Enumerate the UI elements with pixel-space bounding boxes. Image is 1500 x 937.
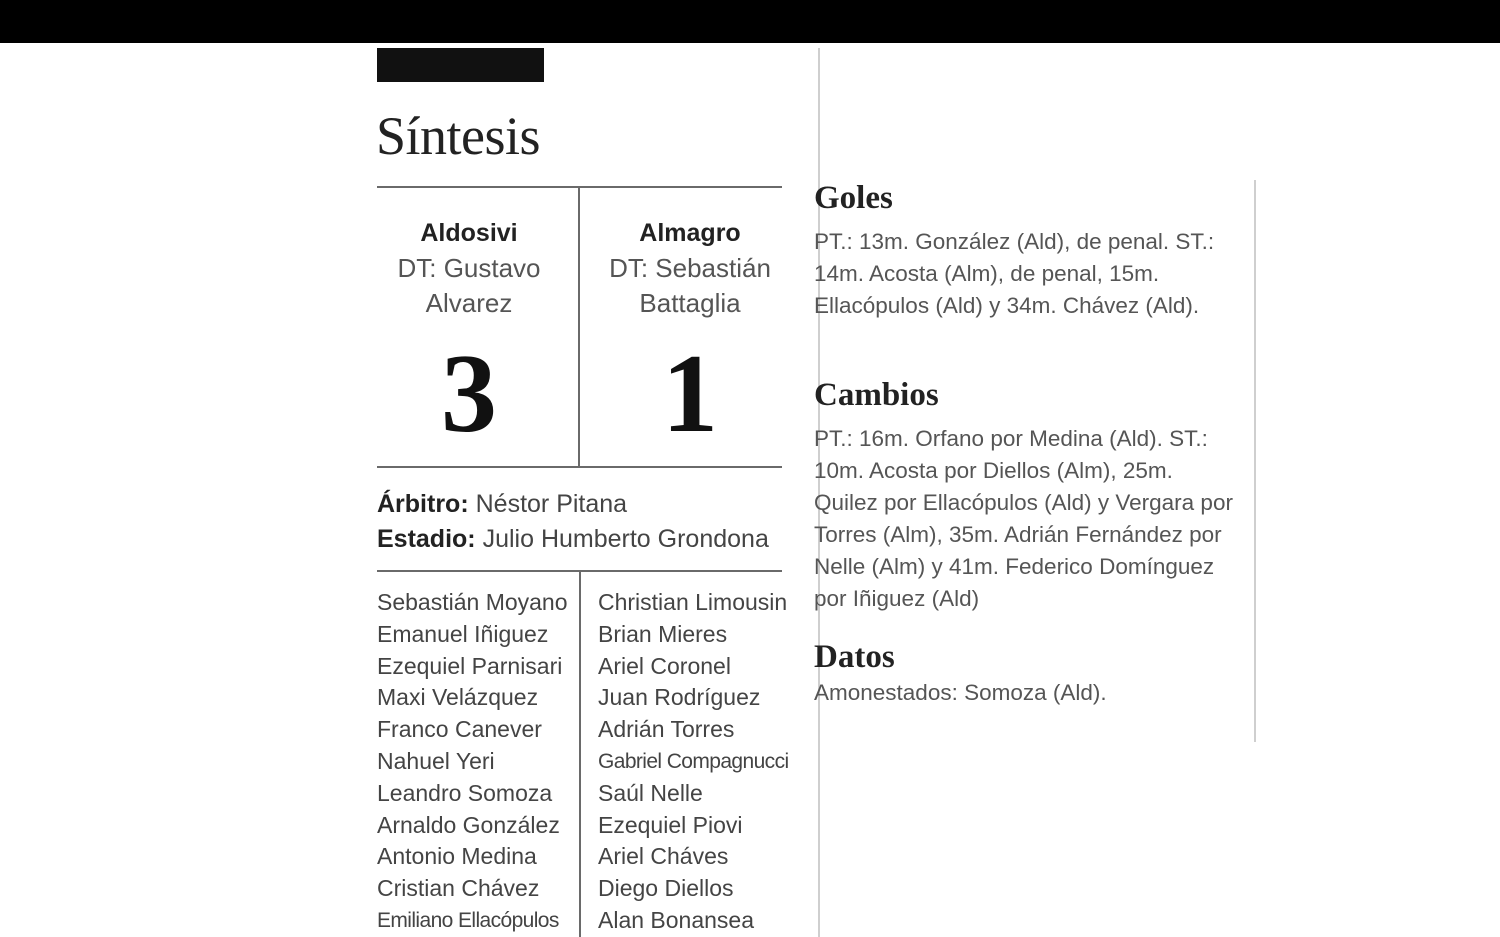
list-item: Gabriel Compagnucci [598, 749, 789, 773]
list-item: Ariel Cháves [598, 843, 729, 870]
referee-name: Néstor Pitana [475, 490, 628, 518]
home-coach-line2: Alvarez [425, 288, 513, 318]
list-item: Saúl Nelle [598, 779, 703, 806]
list-item: Emanuel Iñiguez [377, 620, 549, 647]
goals-text: PT.: 13m. González (Ald), de penal. ST.: 14m. Acosta (Alm), de penal, 15m. Ellacópulos (Ald) y 34m. Chávez (Ald). [814, 229, 1215, 318]
list-item: Ariel Coronel [598, 652, 731, 679]
away-score: 1 [662, 332, 718, 456]
home-team-name: Aldosivi [420, 219, 518, 247]
list-item: Adrián Torres [598, 716, 735, 743]
data-heading: Datos [814, 639, 895, 675]
list-item: Nahuel Yeri [377, 747, 495, 774]
away-coach-line1: DT: Sebastián [609, 253, 771, 283]
section-tag-block [377, 48, 544, 82]
substitutions-heading: Cambios [814, 377, 939, 413]
list-item: Emiliano Ellacópulos [377, 908, 559, 932]
stadium-line [377, 525, 769, 554]
rule-score-bottom [377, 466, 782, 468]
lineups-divider [579, 572, 581, 937]
stadium-name: Julio Humberto Grondona [482, 525, 769, 553]
top-black-bar [0, 0, 1500, 43]
list-item: Alan Bonansea [598, 906, 755, 933]
away-coach-line2: Battaglia [639, 288, 741, 318]
list-item: Ezequiel Parnisari [377, 652, 563, 679]
away-lineup [598, 587, 789, 937]
list-item: Cristian Chávez [377, 875, 540, 902]
column-rule-right [1254, 180, 1256, 742]
list-item: Brian Mieres [598, 620, 728, 647]
home-lineup [377, 587, 568, 937]
away-team-header [590, 216, 790, 321]
list-item: Leandro Somoza [377, 779, 553, 806]
referee-label: Árbitro: [377, 490, 469, 518]
goals-heading: Goles [814, 180, 893, 216]
list-item: Diego Diellos [598, 875, 734, 902]
substitutions-text: PT.: 16m. Orfano por Medina (Ald). ST.: 10m. Acosta por Diellos (Alm), 25m. Quilez por Ellacópulos (Ald) y Vergara por Torres (Alm), 35m. Adrián Fernández por Nelle (Alm) y 41m. Federico Domínguez por Iñiguez (Ald) [814, 426, 1233, 611]
home-team-header [369, 216, 569, 321]
stadium-label: Estadio: [377, 525, 476, 553]
page-title: Síntesis [376, 106, 541, 166]
referee-line [377, 490, 627, 519]
list-item: Christian Limousin [598, 589, 788, 615]
list-item: Maxi Velázquez [377, 684, 539, 711]
data-text: Amonestados: Somoza (Ald). [814, 680, 1107, 705]
list-item: Sebastián Moyano [377, 589, 568, 615]
list-item: Ezequiel Piovi [598, 811, 743, 838]
away-team-name: Almagro [639, 219, 741, 247]
home-coach-line1: DT: Gustavo [397, 253, 541, 283]
list-item: Antonio Medina [377, 843, 537, 870]
score-divider [578, 187, 580, 468]
list-item: Juan Rodríguez [598, 684, 761, 711]
list-item: Arnaldo González [377, 811, 560, 838]
home-score: 3 [441, 332, 497, 456]
list-item: Franco Canever [377, 716, 542, 743]
